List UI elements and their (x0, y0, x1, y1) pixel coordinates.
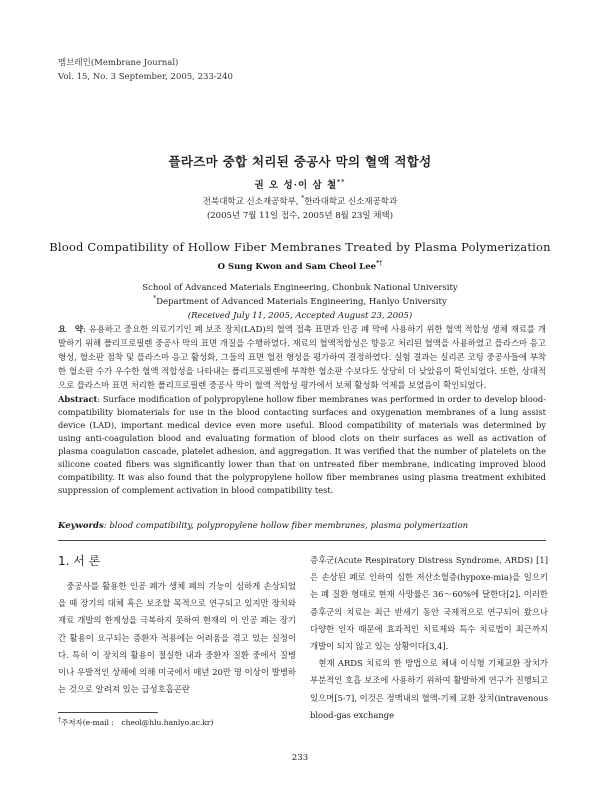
affiliation-korean-mark: * (301, 195, 305, 203)
authors-english-mark: *† (376, 260, 383, 268)
journal-header (58, 56, 233, 84)
keywords (58, 521, 546, 531)
affiliation-korean-line (0, 195, 600, 209)
authors-korean (0, 177, 600, 191)
authors-english-names: O Sung Kwon and Sam Cheol Lee (217, 262, 377, 272)
affiliations-english (0, 281, 600, 323)
title-korean: 플라즈마 중합 처리된 중공사 막의 혈액 적합성 (168, 154, 432, 169)
journal-volume: Vol. 15, No. 3 September, 2005, 233-240 (58, 72, 233, 82)
section-divider (58, 540, 546, 541)
affiliation-korean-2: 한라대학교 신소재공학과 (304, 197, 398, 207)
abstract-korean-label: 요 약 (58, 324, 84, 334)
affiliation-english-mark: * (153, 295, 157, 303)
affiliation-english-1: School of Advanced Materials Engineering, Chonbuk National University (142, 283, 458, 293)
affiliations-korean (0, 195, 600, 223)
footnote (58, 717, 213, 728)
footnote-text: 주저자(e-mail : cheol@hlu.hanlyo.ac.kr) (61, 718, 214, 727)
received-korean: (2005년 7월 11일 접수, 2005년 8월 23일 채택) (206, 211, 394, 221)
intro-paragraph-1: 중공사를 활용한 인공 폐가 생체 폐의 기능이 심하게 손상되었을 때 장기의 대체 혹은 보조할 목적으로 연구되고 있지만 장치와 재료 개발의 한계성을 극복하지 못하여 현재의 이 인공 폐는 장기간 활용이 요구되는 증환자 적용에는 어려움을 겪고 있는 실정이다. 특히 이 장치의 활용이 절실한 내과 중환자 질환 중에서 질병이나 우발적인 상해에 의해 미국에서 매년 20만 명 이상이 발병하는 것으로 알려져 있는 급성호흡곤란 (58, 581, 296, 695)
abstract-english-text: : Surface modification of polypropylene hollow fiber membranes was performed in order to develop blood-compatibility biomaterials for use in the blood contacting surfaces and oxygenation membranes of a lung assist device (LAD), important medical device even more useful. Blood compatibility of materials was determined by using anti-coagulation blood and evaluating formation of blood clots on their surfaces as well as activation of plasma coagulation cascade, platelet adhesion, and aggregation. It was verified that the number of platelets on the silicone coated fibers was significantly lower than that on untreated fiber membrane, indicating improved blood compatibility. It was also found that the polypropylene hollow fiber membranes using plasma treatment exhibited suppression of complement activation in blood compatibility test. (58, 394, 546, 495)
column-right (310, 552, 548, 724)
intro-paragraph-2: 현재 ARDS 치료의 한 방법으로 체내 이식형 기체교환 장치가 부분적인 호흡 보조에 사용하기 위하여 활발하게 연구가 진행되고 있으며[5-7], 이것은 정맥내의 혈액-기체 교환 장치(intravenous blood-gas exchange (310, 658, 548, 720)
affiliation-korean-1: 전북대학교 신소재공학부, (202, 197, 302, 207)
affiliation-english-2: Department of Advanced Materials Engineering, Hanlyo University (156, 297, 447, 307)
keywords-label: Keywords (58, 521, 104, 531)
abstract-korean (58, 322, 546, 392)
intro-paragraph-1-continued: 증후군(Acute Respiratory Distress Syndrome, ARDS) [1]은 손상된 폐로 인하여 심한 저산소혈증(hypoxe-mia)을 일으키는 폐 질환 형태로 현재 사망률은 36～60%에 달한다[2]. 이러한 증후군의 치료는 최근 반세기 동안 국제적으로 연구되어 왔으나 다양한 인자 때문에 효과적인 치료제와 특수 치료법이 최근까지 개발이 되지 않고 있는 상황이다[3,4]. (310, 555, 548, 652)
column-left (58, 578, 296, 698)
affiliation-english-2-line (0, 295, 600, 309)
abstract-english-label: Abstract (58, 394, 98, 404)
authors-korean-mark: ** (337, 178, 346, 186)
abstract-korean-text: : 유용하고 중요한 의료기기인 폐 보조 장치(LAD)의 혈액 접촉 표면과 인공 폐 막에 사용하기 위한 혈액 적합성 생체 재료를 개발하기 위해 폴리프로필렌 중공사 막의 표면 개질을 수행하였다. 재료의 혈액적합성은 향응고 처리된 혈액을 사용하였고 플라스마 응고 형성, 혈소판 점착 및 플라스마 응고 활성화, 그들의 표면 혈전 형성을 평가하여 결정하였다. 실험 결과는 실리콘 코팅 중공사들에 부착한 혈소판 수가 우수한 혈액 적합성을 나타내는 폴리프로필렌에 부착한 혈소판 수보다도 상당히 더 낮았음이 확인되었다. 또한, 상대적으로 플라스마 표면 처리한 폴리프로필렌 중공사 막이 혈액 적합성 평가에서 보체 활성화 억제를 보였음이 확인되었다. (58, 324, 546, 390)
journal-name: 멤브레인(Membrane Journal) (58, 58, 179, 68)
authors-english (0, 262, 600, 272)
footnote-mark: † (58, 716, 61, 724)
footnote-divider (58, 712, 158, 713)
abstract-english (58, 393, 546, 497)
authors-korean-names: 권 오 성·이 삼 철 (254, 180, 338, 191)
section-heading-introduction: 1. 서 론 (58, 554, 101, 568)
title-english: Blood Compatibility of Hollow Fiber Membranes Treated by Plasma Polymerization (49, 240, 551, 254)
page-number: 233 (291, 753, 309, 763)
keywords-text: : blood compatibility, polypropylene hollow fiber membranes, plasma polymerization (103, 521, 469, 531)
received-english: (Received July 11, 2005, Accepted August 23, 2005) (187, 311, 413, 321)
